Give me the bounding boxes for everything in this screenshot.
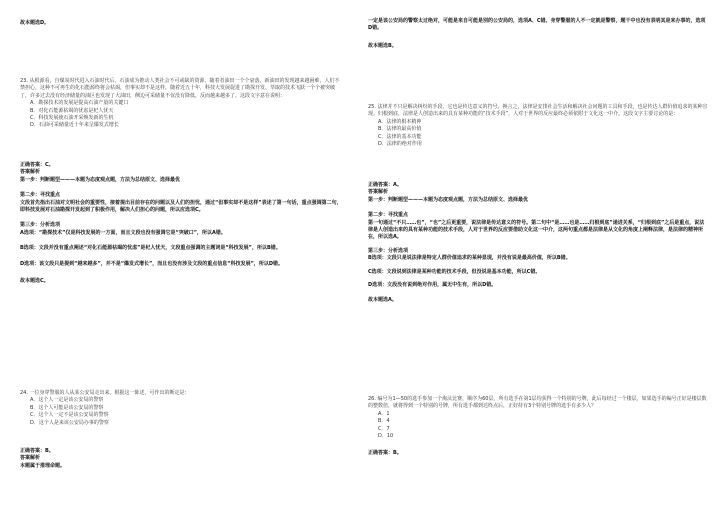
q23-option-a: A．勘探技术的发展是提高石油产量的关键口 [30,100,129,107]
q24-option-a: A．这个人一定是该公安局的警察 [30,397,104,404]
q23-step3-b: B选项：文段并没有重点阐述“对化石能源枯竭的忧虑”是杞人忧天，文段重点强调的主题词是“科技发展”，所以B错。 [20,245,281,252]
q25-stem: 25. 法律并不只是解决纠纷的手段，它也是传达意义的符号。换言之，法律是安排社会生活和解决社会问题的工具和手段，也是传达人群价值追求的某种宣现。归根到底，法律是人创造出来的具有某种功能的“技术手段”，人对于世界的反应最终必须依附于文化这一中介。这段文字主要讨论的是： [368,104,708,118]
q24-option-d: D．这个人是来该公安局办事的警察 [30,419,109,426]
q26-stem: 26. 编号为1—50的选手参加一个淘汰比赛，顺序为60层，所有选手在第1层均获得一个特别的号牌，此后每经过一个楼层，如果选手的编号正好是楼层数的整数倍，就将得到一个特别的号牌，所有选手都到达终点后，正好持有3个特别号牌的选手有多少人？ [368,396,707,410]
q24-analysis-title: 答案解析 [20,455,41,462]
q25-option-c: C．法律的基本功能 [378,133,422,140]
q26-correct: 正确答案：B。 [368,450,402,457]
q24-cont-body: 一定是该公安局的警察太过绝对，可能是来自可能是别的公安局的，选项A、C错。身穿警服的人不一定就是警察，题干中也没有表明其是来办事的，选项D错。 [368,18,706,32]
q25-option-d: D．法律的绝对作用 [378,141,422,148]
q26-option-d: D．10 [378,433,394,440]
right-column [360,0,720,508]
q25-step1: 第一步：判断题型———本题为态度观点题，方法为总结原文、选择最优 [368,196,529,203]
q25-step3-b: B选项：文段只是说法律是特定人群价值追求的某种显现，并没有说是最高价值，所以B错。 [368,255,571,262]
q23-analysis-title: 答案解析 [20,169,41,176]
q23-option-d: D．石油可采储量近十年来呈爆发式增长 [30,122,119,129]
q23-option-b: B．对化石能源枯竭的忧虑是杞人忧天 [30,107,114,114]
q23-stem: 23. 从根源看，自煤炭时代进入石油时代后，石油成为推动人类社会不可或缺的资源，随着者油田一个个衰落，新油田的发现越来越困难，人们不禁担心，这种不可再生的化石能源终将会枯竭，但事实却不是这样，随着近五十年，科技大发展促进了勘探开发、萃取的技术飞跃一个个被突破了，许多过去没有经济储量的油区也发现了大油田，侧边可采储量不仅没有降低，反而越来越多了，这段文字意在说明： [20,78,340,99]
q25-step2-title: 第二步：寻找重点 [368,212,409,219]
q25-conclusion: 故本题选A。 [368,297,397,304]
question-25 [368,104,708,148]
q26-option-b: B．4 [378,418,390,425]
q24-correct: 正确答案：B。 [20,448,54,454]
q24-analysis-body: 本题属于推理命题。 [20,462,66,469]
q23-step3-d: D选项：该文段只是提到“越来越多”，并不是“爆发式增长”，而且也没有涉及文段的重点信息“科技发展”，所以D错。 [20,260,284,267]
q24-stem: 24. 一位身穿警服的人从某公安局走出来。根据这一陈述，可作出的断定是： [20,390,190,396]
q23-conclusion: 故本题选C。 [20,278,49,285]
q22-conclusion: 故本题选D。 [20,20,50,26]
q24-cont-conclusion: 故本题选B。 [368,42,397,49]
q23-answer [20,162,342,285]
q23-correct: 正确答案：C。 [20,162,54,168]
q25-correct: 正确答案：A。 [368,182,402,188]
q23-step1: 第一步：判断题型———本题为态度观点题，方法为总结原文、选择最优 [20,176,181,183]
q23-step3-a: A选项：“勘探技术”仅是科技发展的一方面，而且文段也没有强调它是“突破口”，所以A错。 [20,229,226,236]
q25-step2-body: 第一句通过“不只……也”，“也”之后更重要，说法律是传达意义的符号。第二句中“是……也是……归根到底”递进关系，“归根到底”之后是重点，说法律是人创造出来的具有某种功能的技术手段，人对于世界的反应要借助文化这一中介，这两句重点都是法律是从文化的角度上阐释法律，是法律的精神所在，所以选A。 [368,219,705,241]
question-26 [368,396,708,458]
q25-option-a: A．法律的根本精神 [378,118,422,125]
q25-option-b: B．法律的最高价值 [378,126,422,133]
q25-step3-c: C选项：文段说到法律是某种功能的技术手段，但没说是基本功能，所以C错。 [368,268,541,275]
question-23 [20,78,342,130]
question-24 [20,390,342,427]
q25-step3-title: 第三步：分析选项 [368,247,409,254]
q24-continuation [368,18,708,50]
q24-option-c: C．这个人一定不是该公安局的警察 [30,412,109,419]
q23-step3-title: 第三步：分析选项 [20,222,61,229]
q23-step2-title: 第二步：寻找重点 [20,192,61,199]
q23-step2-body: 文段首先指出石油对文明社会的重要性，接着提出目前存在的问题以及人们的担忧，通过“但事实却不是这样”表述了第一句话，重点强调第二句，即科技发展对石油勘探开发起到了积极作用，解决人们担心的问题，所以应选项C。 [20,199,342,214]
q24-answer [20,448,342,470]
q24-option-b: B．这个人可能是该公安局的警察 [30,404,104,411]
q26-option-a: A．1 [378,410,390,417]
q25-step3-d: D选项：文段没有说到绝对作用，属无中生有，所以D错。 [368,282,497,289]
q26-option-c: C．7 [378,425,390,432]
q25-analysis-title: 答案解析 [368,189,389,196]
q25-answer [368,182,708,305]
q23-option-c: C．科技发展使石油开采焕发新的生机 [30,115,114,122]
